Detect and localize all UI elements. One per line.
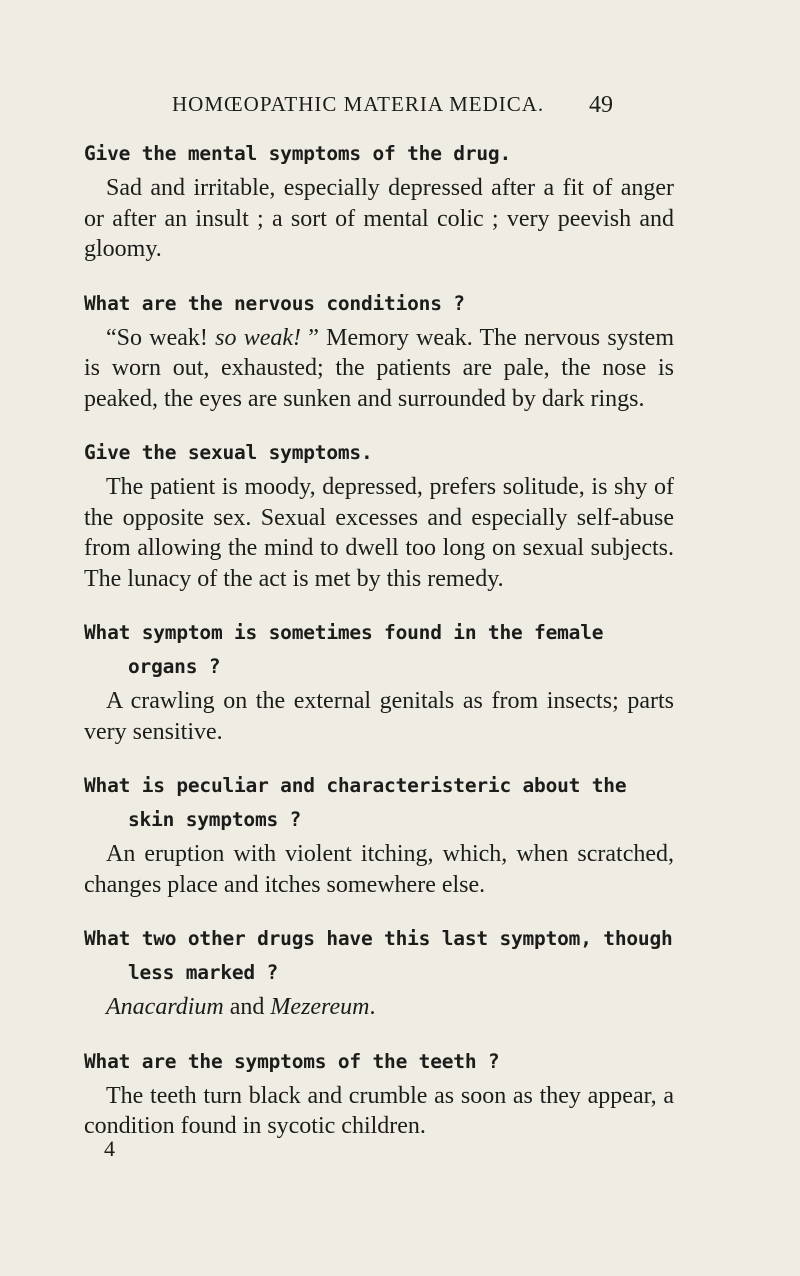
page-body — [84, 137, 674, 1164]
answer-text: ” Memory weak. The nervous system is worn out, exhausted; the patients are pale, the nose is peaked, the eyes are sunken and surrounded by dark rings. — [84, 324, 674, 412]
qa-block — [84, 287, 674, 415]
answer-emphasis: so weak! — [215, 324, 302, 351]
answer: Sad and irritable, especially depressed after a fit of anger or after an insult ; a sort of mental colic ; very peevish and gloomy. — [84, 175, 674, 262]
answer: The teeth turn black and crumble as soon as they appear, a condition found in sycotic children. — [84, 1082, 674, 1139]
answer-text: “So weak! — [106, 324, 216, 351]
answer-text: and — [223, 994, 271, 1020]
answer: A crawling on the external genitals as from insects; parts very sensitive. — [84, 688, 674, 745]
answer: The patient is moody, depressed, prefers solitude, is shy of the opposite sex. Sexual excesses and especially self-abuse from allowing the mind to dwell too long on sexual subjects. The lunacy of the act is met by this remedy. — [84, 474, 674, 592]
signature-mark: 4 — [104, 1136, 115, 1161]
qa-block — [84, 436, 674, 594]
running-header — [0, 92, 800, 132]
answer: An eruption with violent itching, which, when scratched, changes place and itches somewhere else. — [84, 841, 674, 898]
question: What are the symptoms of the teeth ? — [84, 1049, 500, 1073]
question: What is peculiar and characteristeric about the skin symptoms ? — [84, 774, 627, 831]
running-title: HOMŒOPATHIC MATERIA MEDICA. — [172, 92, 545, 116]
answer — [84, 323, 674, 415]
answer — [84, 992, 674, 1023]
answer-text: . — [369, 994, 376, 1020]
question: What two other drugs have this last symptom, though less marked ? — [84, 927, 673, 984]
drug-name: Mezereum — [270, 994, 370, 1020]
question: Give the sexual symptoms. — [84, 441, 373, 464]
qa-block — [84, 137, 674, 265]
qa-block — [84, 1045, 674, 1142]
question: Give the mental symptoms of the drug. — [84, 142, 511, 165]
qa-block — [84, 922, 674, 1023]
drug-name: Anacardium — [106, 994, 224, 1020]
question: What are the nervous conditions ? — [84, 291, 465, 315]
page-number: 49 — [589, 92, 613, 118]
qa-block — [84, 769, 674, 900]
question: What symptom is sometimes found in the female organs ? — [84, 621, 604, 678]
qa-block — [84, 616, 674, 747]
